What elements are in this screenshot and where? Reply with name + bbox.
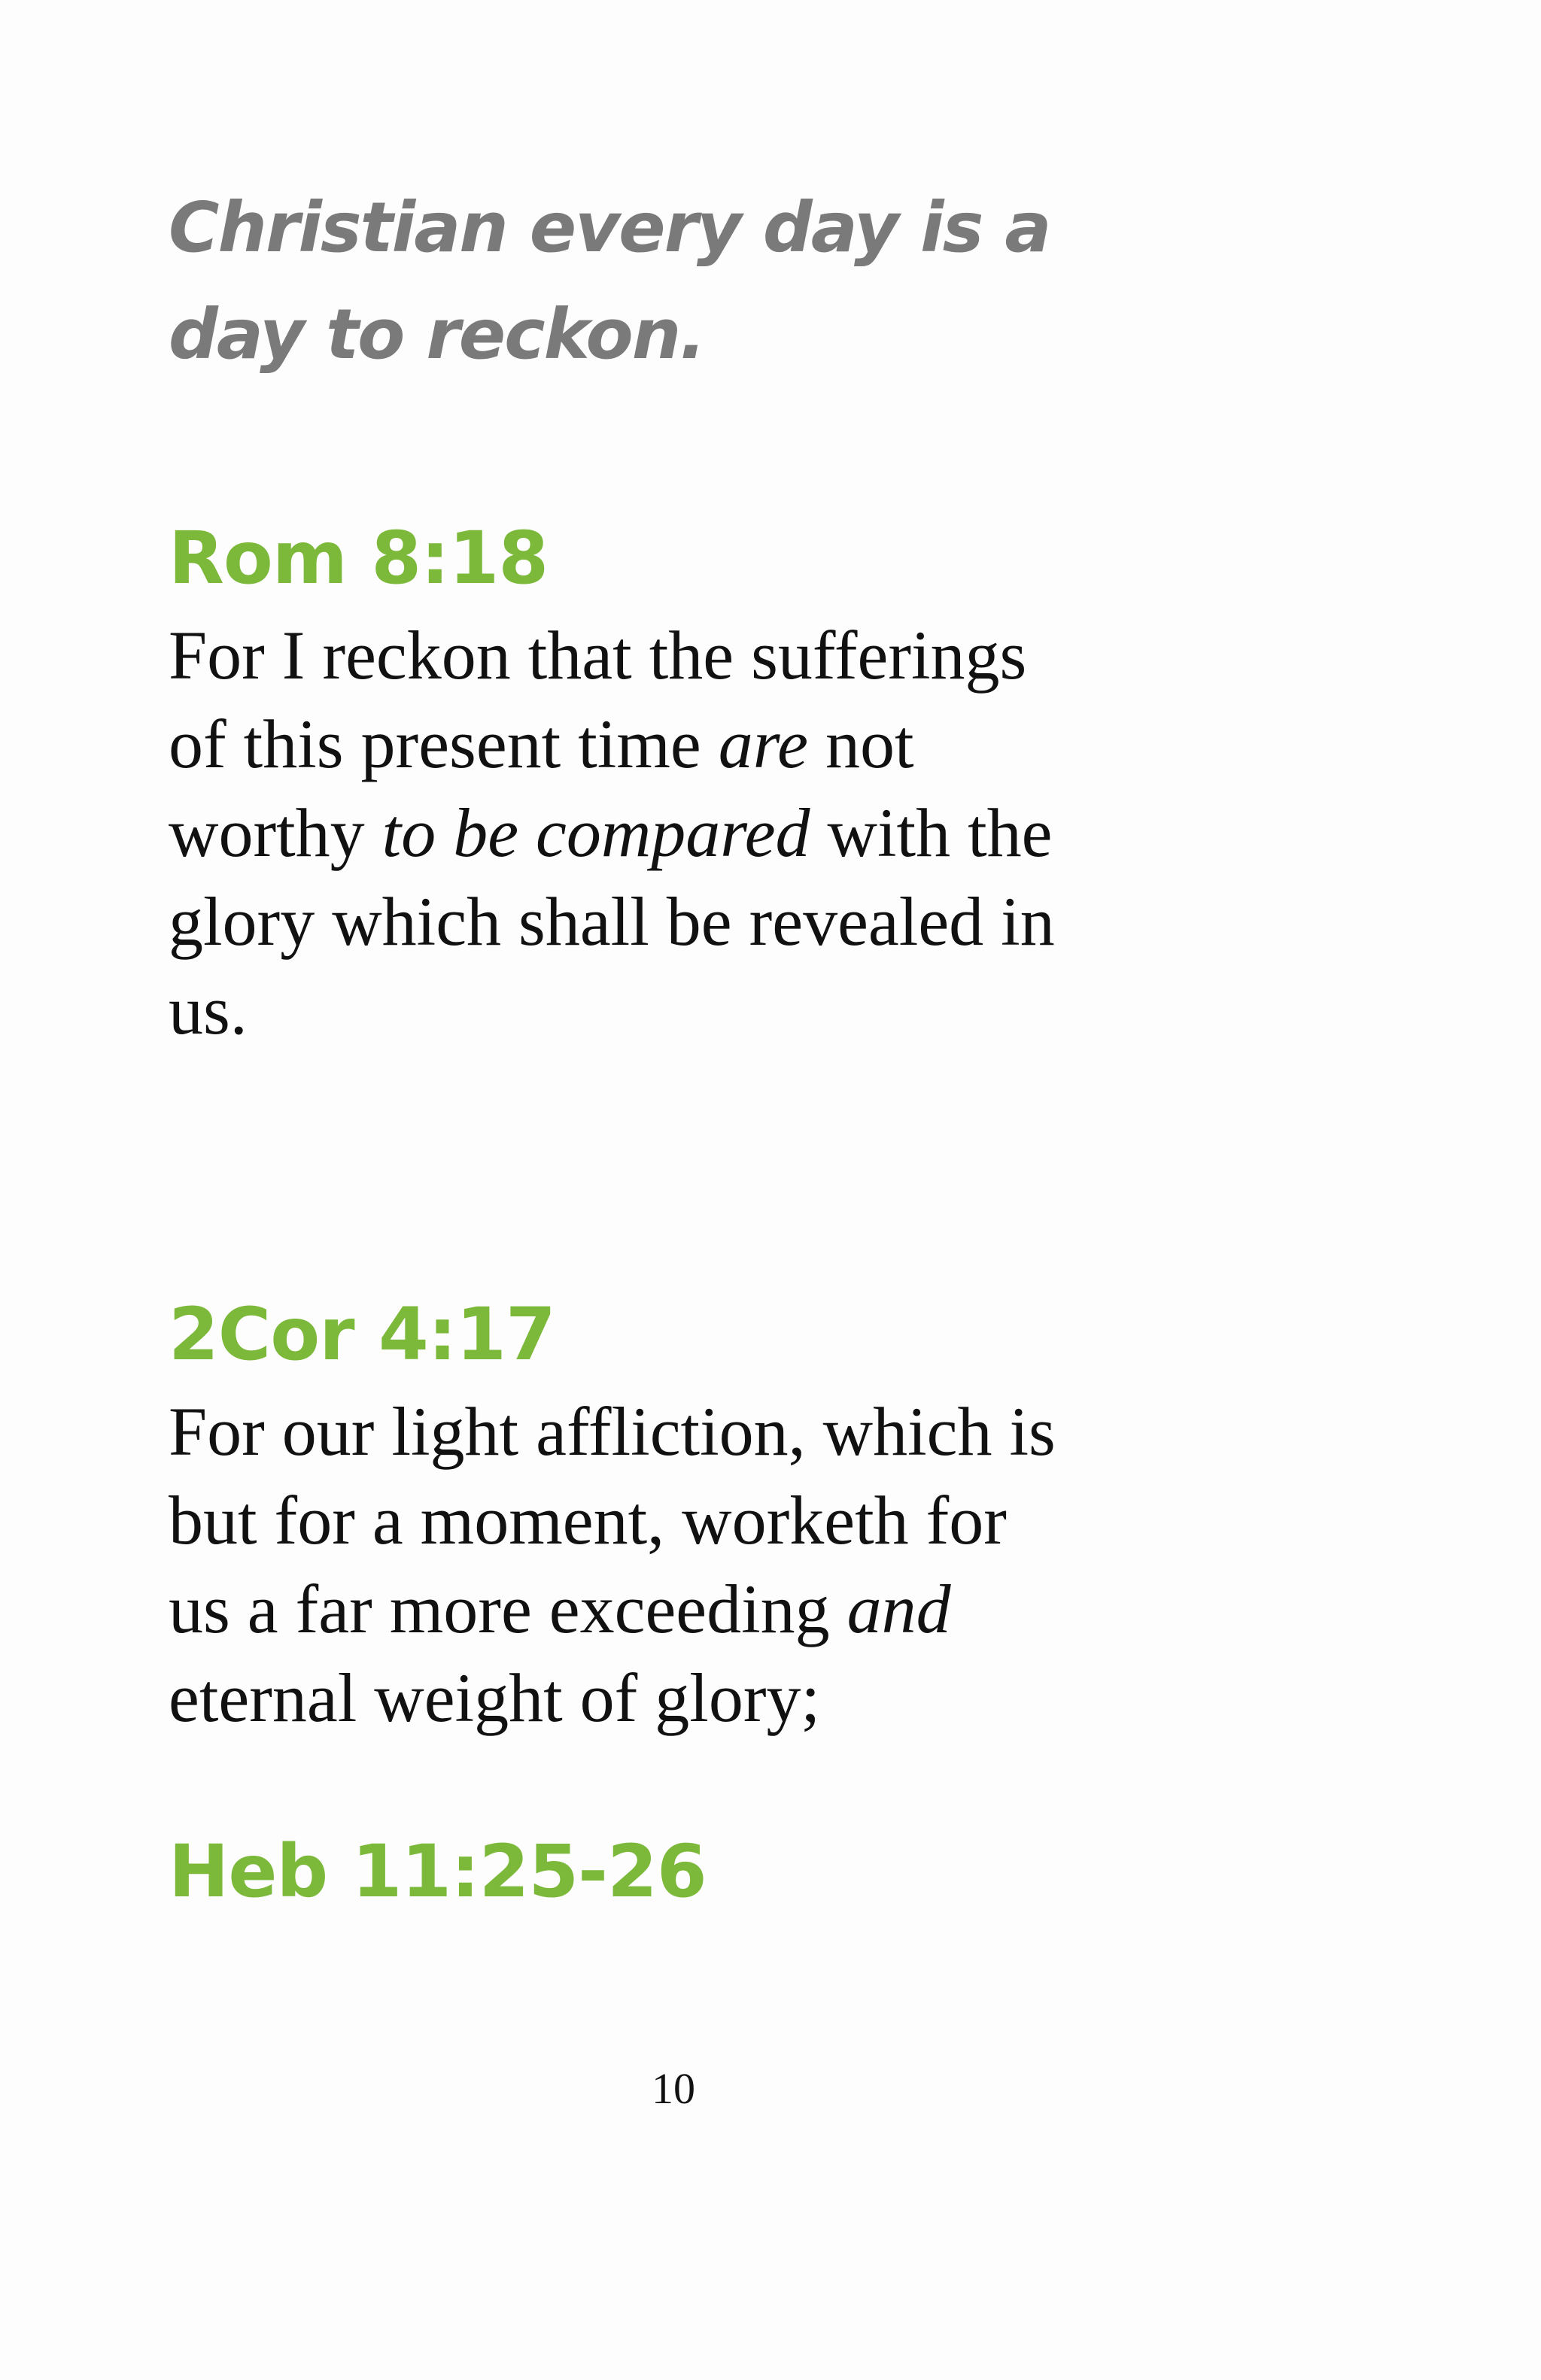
verse-line: [169, 1476, 1207, 1565]
verse-line: [169, 788, 1207, 877]
verse-reference-heb-11-25-26: Heb 11:25-26: [169, 1829, 707, 1914]
verse-text: worthy: [169, 794, 382, 871]
verse-text-2cor-4-17: [169, 1387, 1207, 1742]
verse-text: eternal weight of glory;: [169, 1659, 821, 1736]
verse-reference-rom-8-18: Rom 8:18: [169, 516, 549, 600]
intro-line-2: day to reckon.: [169, 294, 705, 375]
verse-line: [169, 611, 1207, 700]
verse-line: [169, 700, 1207, 788]
verse-italic-text: and: [846, 1571, 951, 1647]
verse-text: not: [807, 706, 914, 782]
verse-text: us a far more exceeding: [169, 1571, 847, 1647]
verse-text: but for a moment, worketh for: [169, 1482, 1007, 1559]
verse-line: [169, 966, 1207, 1055]
verse-line: [169, 1387, 1207, 1476]
verse-text: For I reckon that the sufferings: [169, 617, 1027, 694]
verse-reference-2cor-4-17: 2Cor 4:17: [169, 1292, 555, 1377]
verse-italic-text: to be compared: [381, 794, 810, 871]
intro-heading: [169, 175, 1184, 388]
intro-line-1: Christian every day is a: [169, 187, 1050, 268]
verse-text: glory which shall be revealed in: [169, 883, 1055, 960]
verse-text: us.: [169, 972, 248, 1049]
verse-line: [169, 1565, 1207, 1653]
verse-line: [169, 877, 1207, 966]
verse-text-rom-8-18: [169, 611, 1207, 1055]
page-number: 10: [652, 2064, 695, 2113]
verse-text: with the: [810, 794, 1053, 871]
verse-text: For our light affliction, which is: [169, 1393, 1056, 1470]
verse-italic-text: are: [718, 706, 808, 782]
verse-text: of this present time: [169, 706, 719, 782]
verse-line: [169, 1653, 1207, 1742]
